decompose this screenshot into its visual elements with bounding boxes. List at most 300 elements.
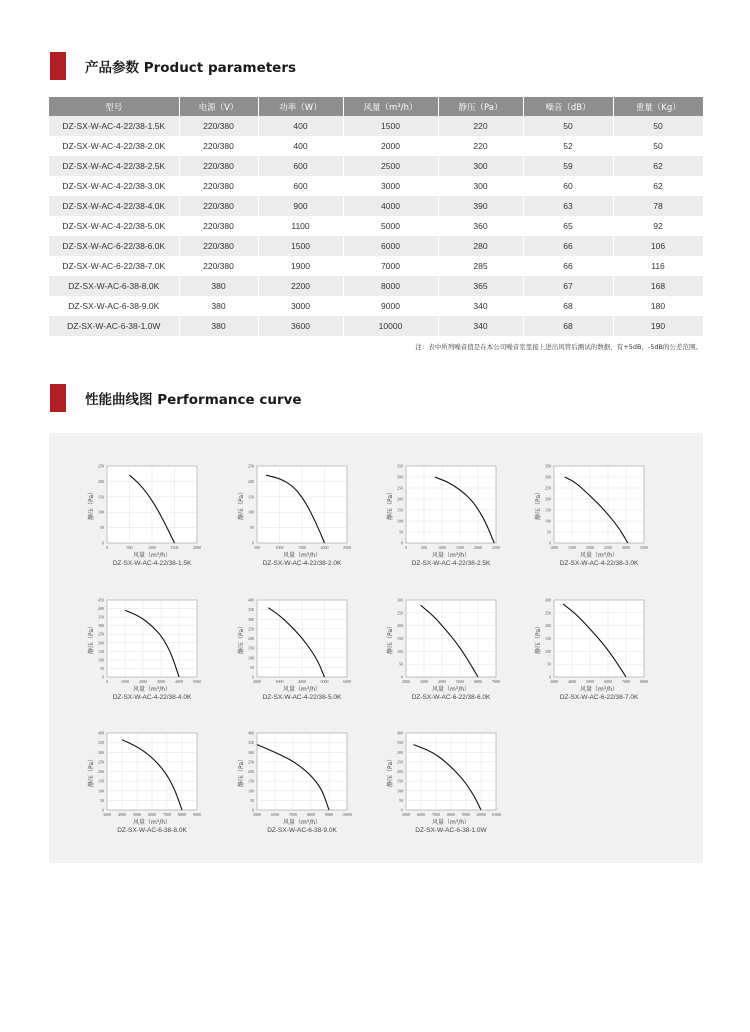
cell-static-pressure: 220 [438, 136, 523, 156]
y-tick-label: 50 [399, 797, 403, 803]
y-tick-label: 400 [98, 606, 104, 612]
y-tick-label: 200 [545, 623, 551, 629]
cell-static-pressure: 285 [438, 256, 523, 276]
x-tick-label: 2500 [343, 545, 351, 550]
section-marker [50, 52, 66, 80]
x-tick-label: 500 [254, 545, 260, 550]
x-tick-label: 5000 [193, 679, 201, 684]
table-row [49, 136, 703, 156]
cell-weight: 106 [613, 236, 703, 256]
chart-title: DZ-SX-W-AC-4-22/38-5.0K [262, 694, 342, 701]
y-tick-label: 50 [547, 529, 551, 535]
cell-power-supply: 220/380 [179, 176, 258, 196]
cell-weight: 190 [613, 316, 703, 336]
table-row [49, 216, 703, 236]
table-note: 注：表中所列噪音值是在本公司噪音室里接上进出风管后测试的数据，有+5dB，-5dB的公差范围。 [415, 343, 702, 351]
cell-power-supply: 380 [179, 276, 258, 296]
x-tick-label: 7000 [163, 812, 171, 817]
chart-title: DZ-SX-W-AC-4-22/38-1.5K [112, 560, 192, 567]
x-tick-label: 1500 [298, 545, 306, 550]
x-tick-label: 6000 [148, 812, 156, 817]
x-tick-label: 1000 [550, 545, 558, 550]
x-axis-label: 风量（m³/h） [132, 552, 172, 559]
cell-static-pressure: 220 [438, 116, 523, 136]
x-tick-label: 2000 [193, 545, 201, 550]
col-header-noise: 噪音（dB） [523, 97, 613, 116]
y-tick-label: 250 [248, 759, 254, 765]
chart-7 [386, 598, 500, 702]
y-tick-label: 0 [102, 540, 104, 546]
y-tick-label: 350 [545, 463, 551, 469]
x-tick-label: 2000 [139, 679, 147, 684]
chart-3 [386, 464, 500, 568]
cell-model: DZ-SX-W-AC-6-38-8.0K [49, 276, 179, 296]
y-axis-label: 静压（Pa） [387, 755, 394, 788]
y-tick-label: 250 [397, 485, 403, 491]
chart-title: DZ-SX-W-AC-4-22/38-3.0K [559, 560, 639, 567]
cell-airflow: 7000 [343, 256, 438, 276]
y-tick-label: 350 [98, 740, 104, 746]
table-row [49, 176, 703, 196]
y-axis-label: 静压（Pa） [88, 755, 95, 788]
chart-9 [87, 731, 201, 835]
params-title: 产品参数 Product parameters [85, 60, 297, 76]
y-tick-label: 100 [397, 788, 403, 794]
x-tick-label: 2000 [253, 679, 261, 684]
col-header-model: 型号 [49, 97, 179, 116]
y-tick-label: 250 [248, 463, 254, 469]
y-tick-label: 50 [100, 525, 104, 531]
cell-airflow: 2000 [343, 136, 438, 156]
y-tick-label: 150 [98, 494, 104, 500]
cell-noise: 66 [523, 236, 613, 256]
y-tick-label: 0 [549, 540, 551, 546]
x-tick-label: 7000 [432, 812, 440, 817]
y-tick-label: 250 [248, 626, 254, 632]
cell-power-supply: 220/380 [179, 196, 258, 216]
x-tick-label: 6000 [604, 679, 612, 684]
x-axis-label: 风量（m³/h） [431, 819, 471, 826]
table-header-row [49, 97, 703, 116]
y-tick-label: 300 [98, 623, 104, 629]
y-tick-label: 100 [545, 648, 551, 654]
y-axis-label: 静压（Pa） [535, 622, 542, 655]
y-axis-label: 静压（Pa） [238, 755, 245, 788]
chart-title: DZ-SX-W-AC-6-38-9.0K [267, 827, 337, 834]
y-tick-label: 100 [98, 657, 104, 663]
y-tick-label: 250 [98, 463, 104, 469]
cell-power-supply: 220/380 [179, 256, 258, 276]
cell-noise: 50 [523, 116, 613, 136]
chart-11 [386, 731, 501, 835]
y-axis-label: 静压（Pa） [88, 488, 95, 521]
x-tick-label: 3000 [550, 679, 558, 684]
y-tick-label: 450 [98, 597, 104, 603]
y-tick-label: 150 [248, 645, 254, 651]
x-tick-label: 5000 [456, 679, 464, 684]
y-tick-label: 250 [545, 485, 551, 491]
y-tick-label: 400 [248, 730, 254, 736]
x-tick-label: 9000 [462, 812, 470, 817]
cell-airflow: 6000 [343, 236, 438, 256]
x-tick-label: 1500 [170, 545, 179, 550]
x-tick-label: 6000 [343, 679, 351, 684]
y-tick-label: 150 [545, 507, 551, 513]
x-axis-label: 风量（m³/h） [282, 819, 322, 826]
y-tick-label: 0 [252, 540, 254, 546]
x-tick-label: 10000 [342, 812, 352, 817]
performance-curves [49, 433, 703, 863]
x-tick-label: 5000 [402, 812, 410, 817]
chart-title: DZ-SX-W-AC-6-38-1.0W [415, 827, 487, 834]
x-tick-label: 5000 [320, 679, 329, 684]
y-tick-label: 200 [98, 640, 104, 646]
x-axis-label: 风量（m³/h） [132, 686, 172, 693]
x-tick-label: 6000 [417, 812, 425, 817]
y-tick-label: 200 [248, 478, 254, 484]
x-tick-label: 4000 [298, 679, 306, 684]
y-tick-label: 150 [397, 507, 403, 513]
x-tick-label: 2500 [604, 545, 612, 550]
y-tick-label: 50 [250, 797, 254, 803]
col-header-airflow: 风量（m³/h） [343, 97, 438, 116]
table-row [49, 196, 703, 216]
x-tick-label: 11000 [491, 812, 501, 817]
x-tick-label: 2000 [402, 679, 410, 684]
y-axis-label: 静压（Pa） [88, 622, 95, 655]
x-tick-label: 0 [106, 545, 108, 550]
cell-power: 1500 [258, 236, 343, 256]
y-tick-label: 400 [397, 730, 403, 736]
cell-weight: 78 [613, 196, 703, 216]
y-tick-label: 100 [397, 518, 403, 524]
cell-power: 400 [258, 116, 343, 136]
cell-model: DZ-SX-W-AC-6-22/38-6.0K [49, 236, 179, 256]
table-row [49, 316, 703, 336]
x-tick-label: 2500 [492, 545, 500, 550]
chart-6 [237, 598, 351, 702]
y-tick-label: 100 [98, 788, 104, 794]
x-tick-label: 1500 [456, 545, 464, 550]
cell-power: 3600 [258, 316, 343, 336]
chart-title: DZ-SX-W-AC-6-22/38-7.0K [559, 694, 639, 701]
x-tick-label: 9000 [325, 812, 333, 817]
x-axis-label: 风量（m³/h） [282, 686, 322, 693]
cell-static-pressure: 365 [438, 276, 523, 296]
y-tick-label: 300 [248, 616, 254, 622]
y-tick-label: 250 [397, 610, 403, 616]
x-tick-label: 8000 [178, 812, 186, 817]
x-tick-label: 1000 [275, 545, 284, 550]
table-row [49, 276, 703, 296]
cell-static-pressure: 390 [438, 196, 523, 216]
cell-power-supply: 380 [179, 316, 258, 336]
cell-static-pressure: 340 [438, 296, 523, 316]
x-tick-label: 5000 [253, 812, 261, 817]
y-tick-label: 150 [248, 494, 254, 500]
cell-power: 1900 [258, 256, 343, 276]
y-tick-label: 250 [545, 610, 551, 616]
x-tick-label: 2000 [320, 545, 329, 550]
y-tick-label: 300 [397, 597, 403, 603]
table-row [49, 116, 703, 136]
y-tick-label: 300 [397, 474, 403, 480]
y-tick-label: 0 [102, 807, 104, 813]
chart-title: DZ-SX-W-AC-4-22/38-4.0K [112, 694, 192, 701]
x-tick-label: 7000 [289, 812, 297, 817]
table-row [49, 256, 703, 276]
chart-10 [237, 731, 352, 835]
x-tick-label: 0 [405, 545, 407, 550]
cell-airflow: 5000 [343, 216, 438, 236]
col-header-weight: 重量（Kg） [613, 97, 703, 116]
cell-power: 600 [258, 156, 343, 176]
y-tick-label: 200 [98, 478, 104, 484]
cell-power-supply: 220/380 [179, 116, 258, 136]
table-row [49, 296, 703, 316]
x-tick-label: 10000 [476, 812, 486, 817]
cell-static-pressure: 300 [438, 156, 523, 176]
x-tick-label: 1500 [568, 545, 576, 550]
x-axis-label: 风量（m³/h） [431, 686, 471, 693]
y-tick-label: 150 [545, 636, 551, 641]
y-tick-label: 200 [98, 769, 104, 774]
y-tick-label: 200 [397, 623, 403, 629]
cell-model: DZ-SX-W-AC-4-22/38-5.0K [49, 216, 179, 236]
col-header-power-supply: 电源（V） [179, 97, 258, 116]
cell-weight: 180 [613, 296, 703, 316]
y-tick-label: 50 [399, 661, 403, 667]
cell-model: DZ-SX-W-AC-4-22/38-4.0K [49, 196, 179, 216]
y-tick-label: 350 [248, 607, 254, 613]
y-tick-label: 150 [98, 648, 104, 654]
y-tick-label: 250 [397, 759, 403, 765]
y-tick-label: 100 [397, 648, 403, 654]
y-tick-label: 350 [248, 740, 254, 746]
y-tick-label: 200 [248, 769, 254, 774]
y-axis-label: 静压（Pa） [238, 488, 245, 521]
cell-noise: 68 [523, 296, 613, 316]
x-tick-label: 3000 [622, 545, 630, 550]
x-tick-label: 4000 [175, 679, 183, 684]
y-tick-label: 50 [100, 797, 104, 803]
cell-power-supply: 220/380 [179, 216, 258, 236]
x-tick-label: 6000 [474, 679, 482, 684]
cell-weight: 50 [613, 116, 703, 136]
y-tick-label: 350 [397, 740, 403, 746]
cell-airflow: 9000 [343, 296, 438, 316]
cell-model: DZ-SX-W-AC-4-22/38-3.0K [49, 176, 179, 196]
cell-weight: 50 [613, 136, 703, 156]
x-tick-label: 1000 [438, 545, 446, 550]
y-tick-label: 50 [250, 525, 254, 531]
cell-static-pressure: 300 [438, 176, 523, 196]
x-tick-label: 8000 [640, 679, 648, 684]
chart-2 [237, 464, 351, 568]
y-tick-label: 300 [248, 749, 254, 755]
cell-airflow: 3000 [343, 176, 438, 196]
y-tick-label: 400 [98, 730, 104, 736]
parameters-table [49, 97, 704, 336]
y-tick-label: 50 [399, 529, 403, 535]
chart-8 [534, 598, 648, 702]
cell-noise: 68 [523, 316, 613, 336]
y-tick-label: 200 [397, 496, 403, 502]
cell-model: DZ-SX-W-AC-6-38-1.0W [49, 316, 179, 336]
y-tick-label: 150 [248, 778, 254, 784]
chart-title: DZ-SX-W-AC-4-22/38-2.5K [411, 560, 491, 567]
cell-weight: 116 [613, 256, 703, 276]
cell-noise: 63 [523, 196, 613, 216]
chart-title: DZ-SX-W-AC-6-38-8.0K [117, 827, 187, 834]
y-tick-label: 0 [102, 674, 104, 680]
cell-weight: 168 [613, 276, 703, 296]
cell-noise: 59 [523, 156, 613, 176]
chart-1 [87, 464, 201, 568]
y-tick-label: 100 [248, 655, 254, 661]
curve-title: 性能曲线图 Performance curve [85, 392, 302, 408]
x-tick-label: 2000 [474, 545, 482, 550]
y-axis-label: 静压（Pa） [535, 488, 542, 521]
cell-power-supply: 380 [179, 296, 258, 316]
y-tick-label: 0 [401, 807, 403, 813]
y-tick-label: 0 [549, 674, 551, 680]
y-tick-label: 250 [98, 631, 104, 637]
y-tick-label: 300 [397, 749, 403, 755]
x-axis-label: 风量（m³/h） [579, 552, 619, 559]
y-tick-label: 100 [248, 509, 254, 515]
cell-weight: 92 [613, 216, 703, 236]
cell-noise: 66 [523, 256, 613, 276]
cell-noise: 67 [523, 276, 613, 296]
cell-noise: 60 [523, 176, 613, 196]
y-axis-label: 静压（Pa） [387, 622, 394, 655]
cell-power-supply: 220/380 [179, 136, 258, 156]
y-tick-label: 0 [401, 674, 403, 680]
cell-weight: 62 [613, 156, 703, 176]
x-axis-label: 风量（m³/h） [282, 552, 322, 559]
x-tick-label: 8000 [447, 812, 455, 817]
x-tick-label: 5000 [586, 679, 594, 684]
x-tick-label: 4000 [568, 679, 576, 684]
x-axis-label: 风量（m³/h） [579, 686, 619, 693]
x-axis-label: 风量（m³/h） [132, 819, 172, 826]
y-tick-label: 300 [98, 749, 104, 755]
chart-5 [87, 598, 201, 702]
cell-static-pressure: 340 [438, 316, 523, 336]
performance-curves-panel [49, 433, 703, 863]
y-axis-label: 静压（Pa） [387, 488, 394, 521]
y-tick-label: 100 [545, 518, 551, 524]
cell-power-supply: 220/380 [179, 236, 258, 256]
cell-noise: 52 [523, 136, 613, 156]
y-tick-label: 200 [397, 769, 403, 774]
y-tick-label: 50 [547, 661, 551, 667]
y-tick-label: 250 [98, 759, 104, 765]
cell-weight: 62 [613, 176, 703, 196]
x-tick-label: 7000 [622, 679, 630, 684]
y-tick-label: 0 [401, 540, 403, 546]
cell-power: 1100 [258, 216, 343, 236]
col-header-static-pressure: 静压（Pa） [438, 97, 523, 116]
x-tick-label: 3500 [640, 545, 648, 550]
table-row [49, 156, 703, 176]
y-axis-label: 静压（Pa） [238, 622, 245, 655]
table-row [49, 236, 703, 256]
x-tick-label: 5000 [133, 812, 141, 817]
cell-model: DZ-SX-W-AC-4-22/38-2.5K [49, 156, 179, 176]
y-tick-label: 200 [545, 496, 551, 502]
x-tick-label: 3000 [275, 679, 284, 684]
y-tick-label: 350 [397, 463, 403, 469]
x-tick-label: 6000 [271, 812, 279, 817]
x-tick-label: 1000 [121, 679, 129, 684]
x-tick-label: 0 [106, 679, 108, 684]
x-tick-label: 8000 [307, 812, 315, 817]
cell-model: DZ-SX-W-AC-4-22/38-2.0K [49, 136, 179, 156]
cell-model: DZ-SX-W-AC-6-22/38-7.0K [49, 256, 179, 276]
y-tick-label: 0 [252, 674, 254, 680]
cell-power: 3000 [258, 296, 343, 316]
cell-power: 600 [258, 176, 343, 196]
y-tick-label: 100 [248, 788, 254, 794]
cell-airflow: 10000 [343, 316, 438, 336]
cell-airflow: 8000 [343, 276, 438, 296]
chart-title: DZ-SX-W-AC-4-22/38-2.0K [262, 560, 342, 567]
y-tick-label: 300 [545, 474, 551, 480]
x-tick-label: 3000 [157, 679, 165, 684]
cell-power: 2200 [258, 276, 343, 296]
x-axis-label: 风量（m³/h） [431, 552, 471, 559]
y-tick-label: 150 [98, 778, 104, 784]
x-tick-label: 4000 [438, 679, 446, 684]
cell-airflow: 1500 [343, 116, 438, 136]
chart-4 [534, 464, 648, 568]
x-tick-label: 2000 [586, 545, 594, 550]
plot-area [107, 600, 197, 677]
plot-area [406, 466, 496, 543]
cell-power-supply: 220/380 [179, 156, 258, 176]
y-tick-label: 150 [397, 636, 403, 641]
cell-model: DZ-SX-W-AC-4-22/38-1.5K [49, 116, 179, 136]
x-tick-label: 1000 [148, 545, 156, 550]
cell-static-pressure: 280 [438, 236, 523, 256]
y-tick-label: 50 [250, 664, 254, 670]
y-tick-label: 0 [252, 807, 254, 813]
x-tick-label: 7000 [492, 679, 500, 684]
y-tick-label: 300 [545, 597, 551, 603]
cell-static-pressure: 360 [438, 216, 523, 236]
x-tick-label: 500 [421, 545, 427, 550]
x-tick-label: 500 [126, 545, 133, 550]
col-header-power: 功率（W） [258, 97, 343, 116]
y-tick-label: 100 [98, 509, 104, 515]
y-tick-label: 150 [397, 778, 403, 784]
cell-power: 400 [258, 136, 343, 156]
y-tick-label: 50 [100, 665, 104, 671]
y-tick-label: 350 [98, 614, 104, 620]
x-tick-label: 9000 [193, 812, 201, 817]
x-tick-label: 3000 [103, 812, 111, 817]
cell-power: 900 [258, 196, 343, 216]
cell-noise: 65 [523, 216, 613, 236]
y-tick-label: 200 [248, 636, 254, 641]
x-tick-label: 3000 [420, 679, 428, 684]
y-tick-label: 400 [248, 597, 254, 603]
cell-airflow: 2500 [343, 156, 438, 176]
cell-model: DZ-SX-W-AC-6-38-9.0K [49, 296, 179, 316]
cell-airflow: 4000 [343, 196, 438, 216]
